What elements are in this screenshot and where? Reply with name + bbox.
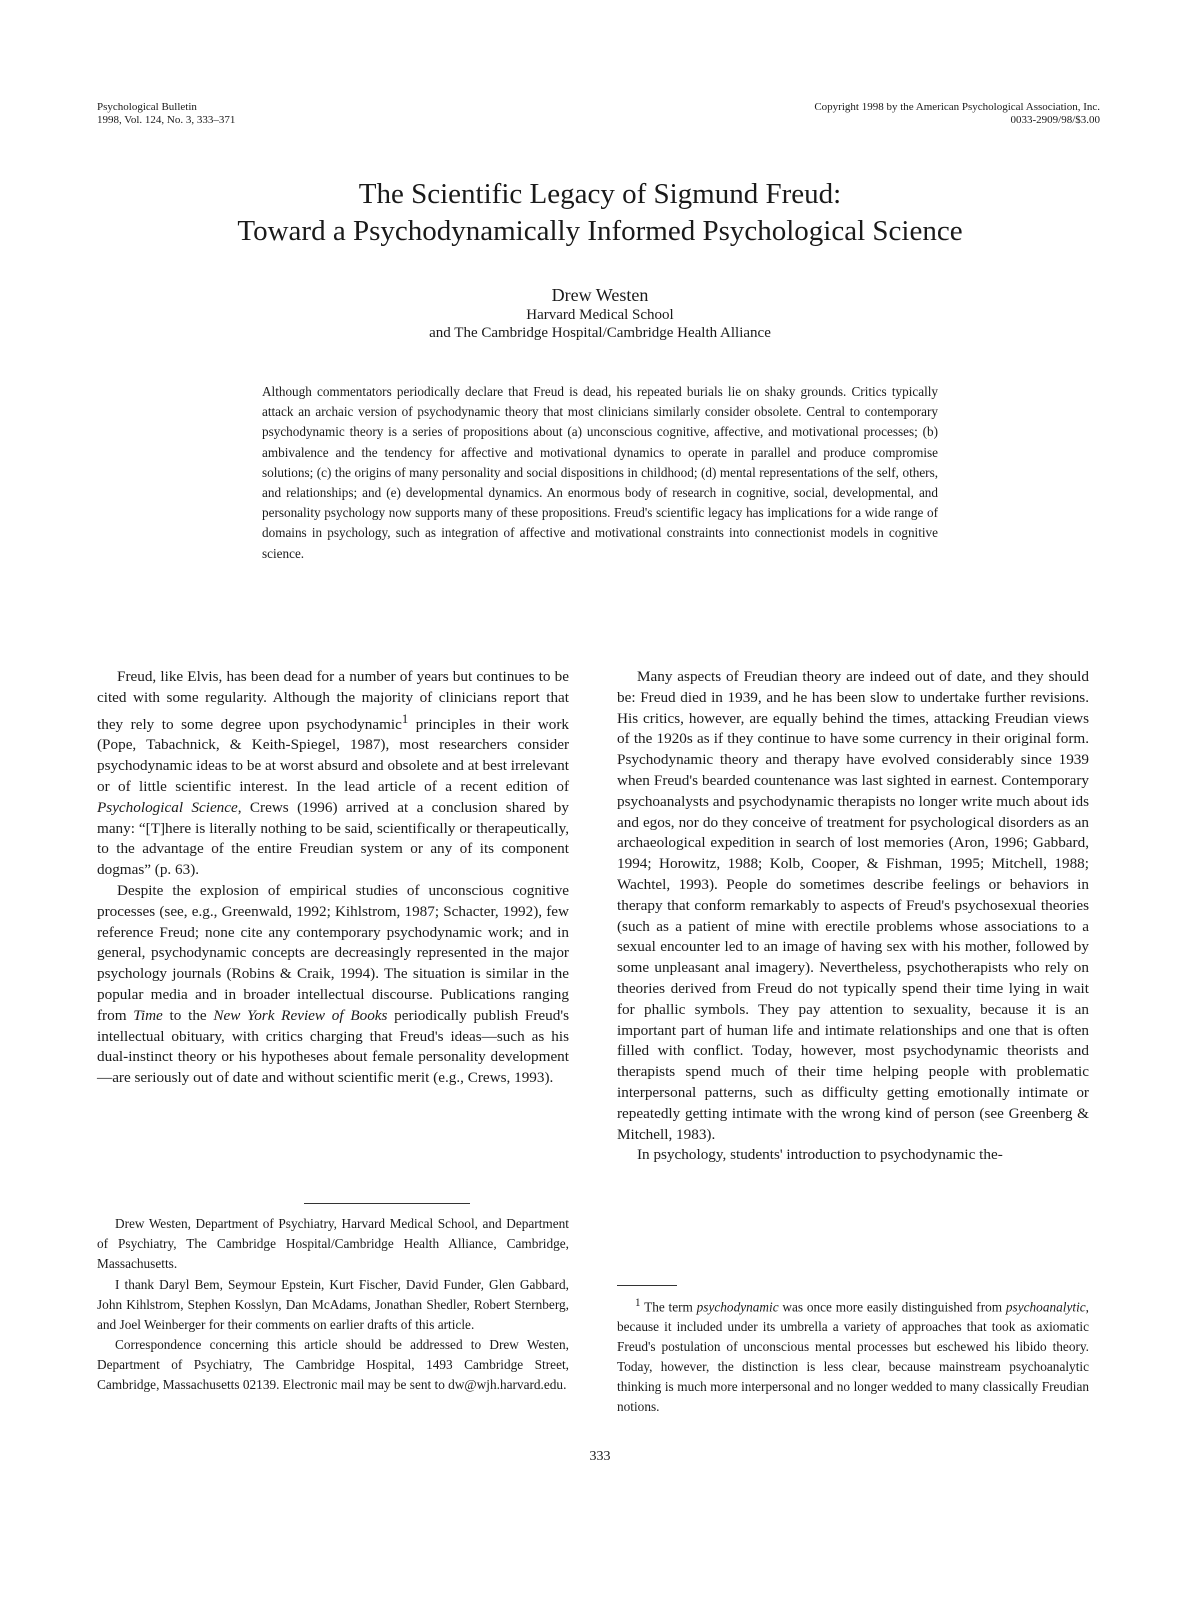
footnote [617,1294,1089,1417]
author-note-divider [304,1203,470,1204]
footnote-marker: 1 [635,1297,641,1309]
copyright-notice [580,101,1100,127]
author-note-affiliation: Drew Westen, Department of Psychiatry, Harvard Medical School, and Department of Psychiatry, The Cambridge Hospital/Cambridge Health Alliance, Cambridge, Massachusetts. [97,1216,569,1271]
journal-title-italic: Psychological Science [97,798,238,816]
journal-citation [97,101,397,127]
affiliation-2: and The Cambridge Hospital/Cambridge Health Alliance [429,325,771,341]
footnote-divider [617,1285,677,1286]
abstract: Although commentators periodically declare that Freud is dead, his repeated burials lie on shaky grounds. Critics typically attack an archaic version of psychodynamic theory that most clinicians similarly consider obsolete. Central to contemporary psychodynamic theory is a series of propositions about (a) unconscious cognitive, affective, and motivational processes; (b) ambivalence and the tendency for affective and motivational dynamics to operate in parallel and produce compromise solutions; (c) the origins of many personality and social dispositions in childhood; (d) mental representations of the self, others, and relationships; and (e) developmental dynamics. An enormous body of research in cognitive, social, developmental, and personality psychology now supports many of these propositions. Freud's scientific legacy has implications for a wide range of domains in psychology, such as integration of affective and motivational constraints into connectionist models in cognitive science. [262,384,938,561]
title-line-2: Toward a Psychodynamically Informed Psychological Science [237,215,963,247]
title-line-1: The Scientific Legacy of Sigmund Freud: [358,178,842,210]
journal-volume: 1998, Vol. 124, No. 3, 333–371 [97,114,236,126]
author-note [97,1214,569,1396]
journal-name: Psychological Bulletin [97,101,197,113]
publication-italic: New York Review of Books [213,1006,388,1024]
copyright-line: Copyright 1998 by the American Psychological Association, Inc. [814,101,1100,113]
author-block [100,284,1100,342]
paragraph: In psychology, students' introduction to psychodynamic the- [637,1146,1003,1164]
author-name: Drew Westen [551,285,649,305]
affiliation-1: Harvard Medical School [526,307,674,323]
right-column [617,667,1089,1166]
paragraph: Freud, like Elvis, has been dead for a number of years but continues to be cited with some regularity. Although the majority of clinicians report that they rely to some degree upon psychodynamic$^1$ principles in their work (Pope, Tabachnick, & Keith-Spiegel, 1987), most researchers consider psychodynamic ideas to be at worst absurd and obsolete and at best irrelevant or of little scientific interest. In the lead article of a recent edition of Psychological Science, Crews (1996) arrived at a conclusion shared by many: “[T]here is literally nothing to be said, scientifically or therapeutically, to the advantage of the entire Freudian system or any of its component dogmas” (p. 63). [97,668,570,879]
page-number: 333 [589,1449,611,1464]
author-note-correspondence: Correspondence concerning this article should be addressed to Drew Westen, Department of Psychiatry, The Cambridge Hospital, 1493 Cambridge Street, Cambridge, Massachusetts 02139. Electronic mail may be sent to dw@wjh.harvard.edu. [97,1337,569,1393]
footnote-ref[interactable]: 1 [401,711,409,726]
paragraph: Despite the explosion of empirical studies of unconscious cognitive processes (see, e.g., Greenwald, 1992; Kihlstrom, 1987; Schacter, 1992), few reference Freud; none cite any contemporary psychodynamic work; and in general, psychodynamic concepts are decreasingly represented in the major psychology journals (Robins & Craik, 1994). The situation is similar in the popular media and in broader intellectual discourse. Publications ranging from Time to the New York Review of Books periodically publish Freud's intellectual obituary, with critics charging that Freud's ideas—such as his dual-instinct theory or his hypotheses about female personality development—are seriously out of date and without scientific merit (e.g., Crews, 1993). [97,882,569,1087]
article-title [100,176,1100,250]
left-column [97,667,569,1089]
issn-price: 0033-2909/98/$3.00 [1010,114,1100,126]
author-note-acknowledgments: I thank Daryl Bem, Seymour Epstein, Kurt Fischer, David Funder, Glen Gabbard, John Kihlstrom, Stephen Kosslyn, Dan McAdams, Jonathan Shedler, Robert Sternberg, and Joel Weinberger for their comments on earlier drafts of this article. [97,1276,569,1332]
footnote-text: $^1$ The term psychodynamic was once more easily distinguished from psychoanalytic, because it included under its umbrella a variety of approaches that took as axiomatic Freud's postulation of unconscious mental processes but eschewed his libido theory. Today, however, the distinction is less clear, because mainstream psychoanalytic thinking is much more interpersonal and no longer wedded to many classically Freudian notions. [617,1297,1089,1414]
paragraph: Many aspects of Freudian theory are indeed out of date, and they should be: Freud died in 1939, and he has been slow to undertake further revisions. His critics, however, are equally behind the times, attacking Freudian views of the 1920s as if they continue to have some currency in their original form. Psychodynamic theory and therapy have evolved considerably since 1939 when Freud's bearded countenance was last sighted in earnest. Contemporary psychoanalysts and psychodynamic therapists no longer write much about ids and egos, nor do they conceive of treatment for psychological disorders as an archaeological expedition in search of lost memories (Aron, 1996; Gabbard, 1994; Horowitz, 1988; Kolb, Cooper, & Fishman, 1995; Mitchell, 1988; Wachtel, 1993). People do sometimes describe feelings or behaviors in therapy that conform remarkably to aspects of Freud's psychosexual theories (such as a patient of mine with erectile problems whose associations to a sexual encounter led to an image of having sex with his mother, followed by some unpleasant anal imagery). Nevertheless, psychotherapists who rely on theories derived from Freud do not typically spend their time lying in wait for phallic symbols. They pay attention to sexuality, because it is an important part of human life and intimate relationships and one that is often filled with conflict. Today, however, most psychodynamic theorists and therapists spend much of their time helping people with problematic interpersonal patterns, such as difficulty getting emotionally intimate or repeatedly getting intimate with the wrong kind of person (see Greenberg & Mitchell, 1983). [617,668,1089,1143]
publication-italic: Time [133,1006,163,1024]
